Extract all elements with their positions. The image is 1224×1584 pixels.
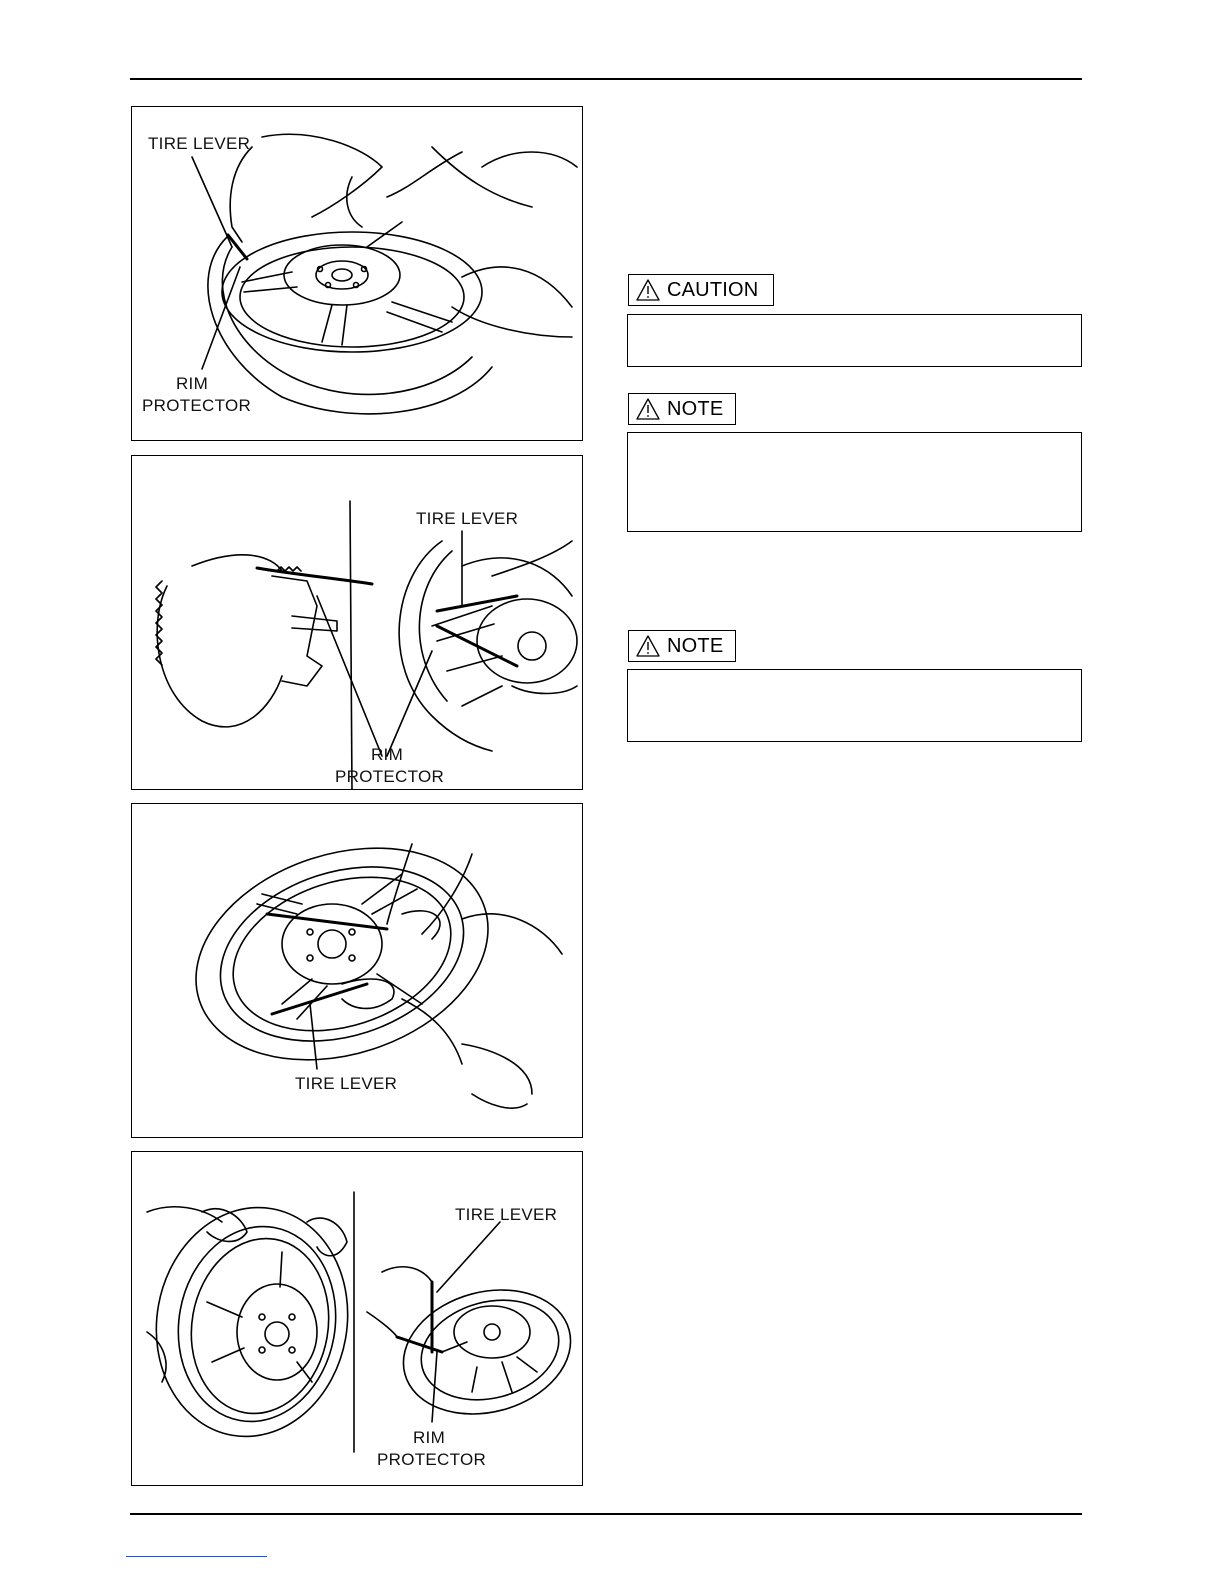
note-badge-1 <box>628 393 736 425</box>
tire-removal-illustration-4 <box>132 1152 583 1486</box>
callout-rim-protector: RIM PROTECTOR <box>142 374 252 415</box>
note-label-2: NOTE <box>667 634 724 657</box>
note-label-1: NOTE <box>667 397 724 420</box>
figure-tire-lever-rim-protector-1 <box>131 106 583 441</box>
tire-removal-illustration-2 <box>132 456 583 790</box>
footer-rule <box>130 1513 1082 1515</box>
footer-link-underline[interactable] <box>126 1556 267 1557</box>
caution-label: CAUTION <box>667 278 759 301</box>
warning-triangle-icon <box>635 397 661 421</box>
figure-tire-lever-rim-protector-2 <box>131 455 583 790</box>
warning-triangle-icon <box>635 278 661 302</box>
callout-rim-protector: RIM PROTECTOR <box>335 745 445 786</box>
figure-tire-lever-rim-protector-4 <box>131 1151 583 1486</box>
caution-badge <box>628 274 774 306</box>
callout-tire-lever: TIRE LEVER <box>148 134 251 153</box>
callout-tire-lever: TIRE LEVER <box>455 1205 558 1224</box>
caution-text-box <box>627 314 1082 367</box>
callout-rim-protector: RIM PROTECTOR <box>377 1428 487 1469</box>
callout-tire-lever: TIRE LEVER <box>416 509 519 528</box>
figure-tire-lever-3 <box>131 803 583 1138</box>
note-text-box-1 <box>627 432 1082 532</box>
warning-triangle-icon <box>635 634 661 658</box>
note-text-box-2 <box>627 669 1082 742</box>
header-rule <box>130 78 1082 80</box>
note-badge-2 <box>628 630 736 662</box>
callout-tire-lever: TIRE LEVER <box>295 1074 398 1093</box>
